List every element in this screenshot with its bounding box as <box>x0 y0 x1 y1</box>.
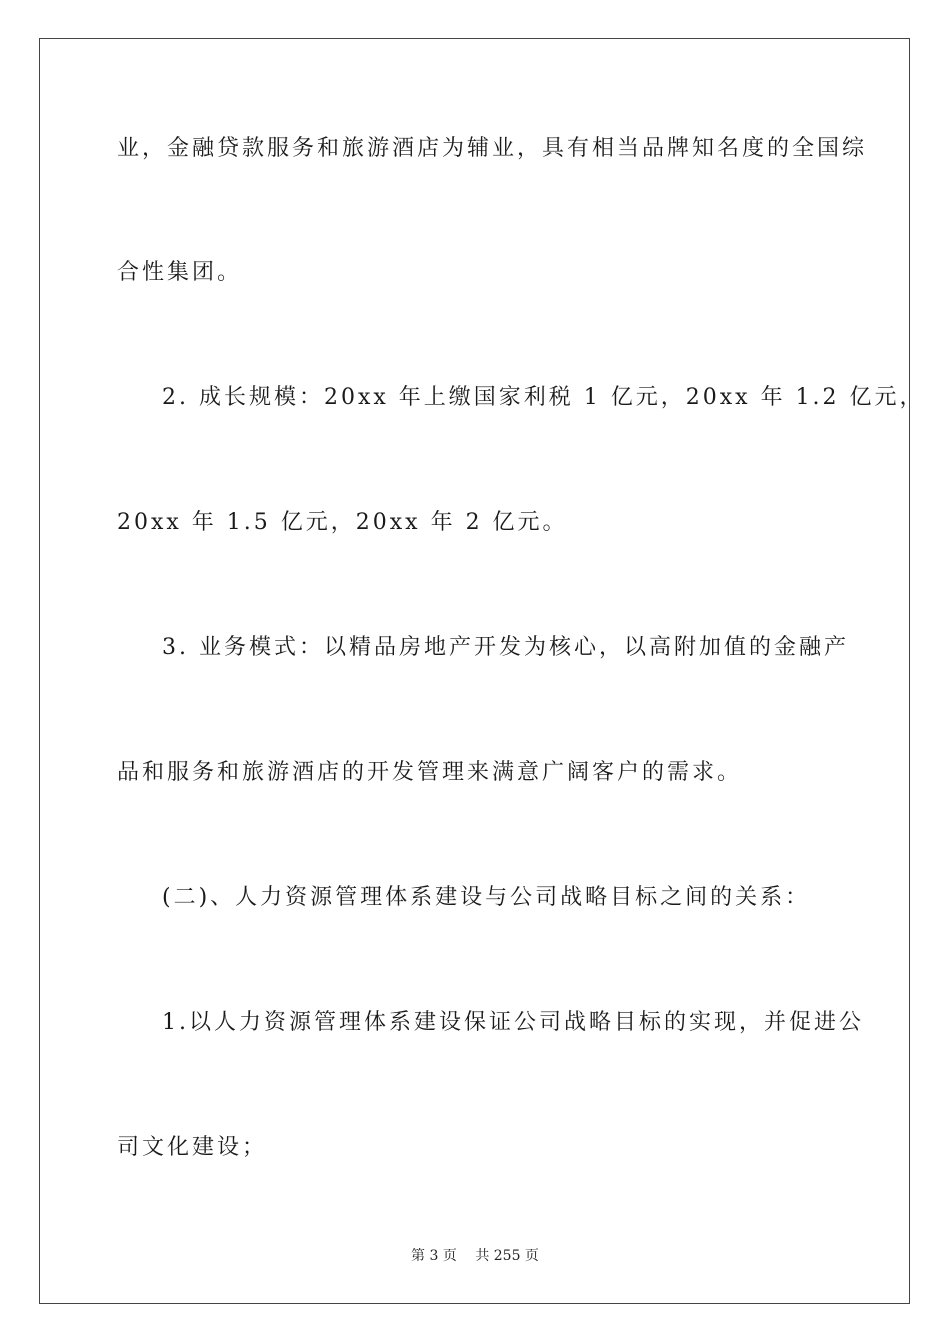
text-line-3: 2. 成长规模：20xx 年上缴国家利税 1 亿元，20xx 年 1.2 亿元， <box>162 385 925 410</box>
text-line-4: 20xx 年 1.5 亿元，20xx 年 2 亿元。 <box>117 510 568 535</box>
page-footer <box>0 1246 950 1266</box>
text-line-8: 1.以人力资源管理体系建设保证公司战略目标的实现，并促进公 <box>162 1010 864 1035</box>
text-line-1: 业，金融贷款服务和旅游酒店为辅业，具有相当品牌知名度的全国综 <box>117 136 868 161</box>
page-total: 共 255 页 <box>475 1248 539 1264</box>
text-line-6: 品和服务和旅游酒店的开发管理来满意广阔客户的需求。 <box>117 760 743 785</box>
page-border <box>39 38 910 1304</box>
text-line-5: 3. 业务模式：以精品房地产开发为核心，以高附加值的金融产 <box>162 635 849 660</box>
text-line-7: (二)、人力资源管理体系建设与公司战略目标之间的关系： <box>162 885 811 910</box>
text-line-2: 合性集团。 <box>117 260 243 285</box>
text-line-9: 司文化建设； <box>117 1135 268 1160</box>
page-number: 第 3 页 <box>411 1248 457 1264</box>
